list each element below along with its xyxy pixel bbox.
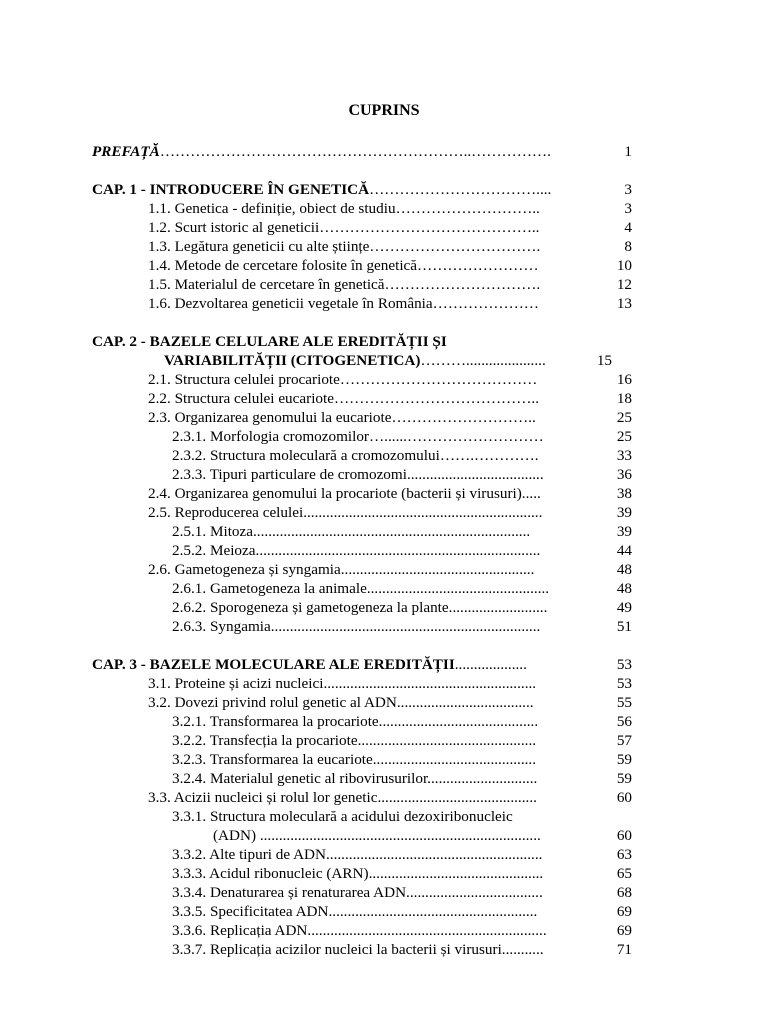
toc-entry-title: 3.3.1. Structura moleculară a acidului dezoxiribonucleic — [172, 808, 513, 825]
toc-entry-title: CAP. 3 - BAZELE MOLECULARE ALE EREDITĂȚII — [92, 656, 455, 673]
toc-entry — [148, 693, 632, 712]
toc-entry-title: 2.6.2. Sporogeneza și gametogeneza la plante — [172, 599, 449, 616]
toc-entry-leader: ............................. — [427, 770, 538, 787]
toc-entry — [172, 883, 632, 902]
toc-entry — [172, 541, 632, 560]
toc-entry-leader: …………………… — [417, 257, 539, 274]
toc-entry-leader: ............................................................... — [303, 504, 543, 521]
toc-entry-leader: .......................................... — [378, 713, 539, 730]
toc-entry-title: 3.3.2. Alte tipuri de ADN — [172, 846, 326, 863]
toc-entry-title: 1.2. Scurt istoric al geneticii — [148, 219, 320, 236]
toc-entry — [213, 826, 632, 845]
toc-entry-title: 3.2.2. Transfecția la procariote — [172, 732, 358, 749]
toc-entry-leader: ……………………………………………………..……………. — [159, 143, 551, 160]
toc-entry-leader: …………………………….... — [369, 181, 552, 198]
toc-entry — [172, 617, 632, 636]
toc-entry-page: 44 — [616, 542, 632, 559]
toc-entry-page: 71 — [616, 941, 632, 958]
toc-entry — [148, 389, 632, 408]
toc-entry-title: 3.2. Dovezi privind rolul genetic al ADN — [148, 694, 397, 711]
toc-entry-leader: ……………………….. — [395, 200, 540, 217]
toc-entry-page: 12 — [616, 276, 632, 293]
toc-entry-page: 57 — [616, 732, 632, 749]
toc-entry-title: 3.3. Acizii nucleici și rolul lor genetic — [148, 789, 378, 806]
toc-entry — [148, 484, 632, 503]
toc-entry-page: 18 — [616, 390, 632, 407]
toc-entry-title: 3.3.3. Acidul ribonucleic (ARN) — [172, 865, 369, 882]
toc-entry-page: 51 — [616, 618, 632, 635]
toc-entry-title: 1.5. Materialul de cercetare în genetică — [148, 276, 385, 293]
toc-entry-page: 48 — [616, 580, 632, 597]
toc-entry-page: 69 — [616, 922, 632, 939]
toc-entry-page: 4 — [624, 219, 632, 236]
toc-entry-title: 2.3.3. Tipuri particulare de cromozomi — [172, 466, 407, 483]
toc-entry-leader: ........... — [501, 941, 544, 958]
toc-entry-page: 69 — [616, 903, 632, 920]
toc-entry-leader: ....................................................................... — [270, 618, 541, 635]
toc-entry-leader: ......................................................... — [325, 846, 543, 863]
toc-entry — [92, 332, 632, 351]
toc-entry — [172, 845, 632, 864]
toc-entry — [172, 598, 632, 617]
toc-entry-leader: ................................................ — [366, 580, 550, 597]
toc-entry — [92, 180, 632, 199]
toc-entry-page: 10 — [616, 257, 632, 274]
toc-entry — [172, 446, 632, 465]
toc-entry-leader: …….…………. — [439, 447, 539, 464]
toc-entry — [172, 750, 632, 769]
toc-entry-leader: ................... — [454, 656, 527, 673]
toc-entry-leader: .................................... — [406, 466, 544, 483]
toc-entry-leader: .............................................. — [368, 865, 544, 882]
toc-entry-leader: .......................... — [448, 599, 548, 616]
toc-entry-page: 25 — [616, 428, 632, 445]
toc-entry — [172, 921, 632, 940]
toc-entry-page: 39 — [616, 504, 632, 521]
toc-entry — [172, 465, 632, 484]
toc-entry-page: 15 — [596, 352, 612, 369]
toc-entry — [172, 712, 632, 731]
toc-entry-page: 68 — [616, 884, 632, 901]
toc-entry-title: 2.5.2. Meioza — [172, 542, 256, 559]
toc-entry-page: 38 — [616, 485, 632, 502]
toc-entry-leader: ..... — [521, 485, 541, 502]
toc-entry-title: (ADN) — [213, 827, 257, 844]
toc-entry-title: 2.6. Gametogeneza și syngamia — [148, 561, 341, 578]
toc-entry-page: 56 — [616, 713, 632, 730]
toc-entry — [148, 256, 632, 275]
toc-entry-leader: ................................................... — [340, 561, 535, 578]
toc-entry-page: 53 — [616, 656, 632, 673]
toc-entry-page: 39 — [616, 523, 632, 540]
toc-entry-leader: ........................................................................... — [255, 542, 541, 559]
toc-entry — [92, 142, 632, 161]
toc-entry — [92, 655, 632, 674]
toc-entry — [172, 427, 632, 446]
toc-entry — [172, 579, 632, 598]
toc-entry-page: 59 — [616, 770, 632, 787]
toc-entry-leader: ........................................... — [372, 751, 537, 768]
toc-entry-title: CAP. 1 - INTRODUCERE ÎN GENETICĂ — [92, 181, 370, 198]
toc-entry-leader: ............................................................... — [307, 922, 547, 939]
toc-entry-leader: .......................................................................... — [256, 827, 541, 844]
toc-entry — [148, 408, 632, 427]
toc-entry-title: 2.3.1. Morfologia cromozomilor — [172, 428, 369, 445]
toc-entry-title: PREFAȚĂ — [92, 143, 160, 160]
toc-entry-page: 65 — [616, 865, 632, 882]
toc-entry-leader: .......................................... — [377, 789, 537, 806]
toc-entry — [172, 522, 632, 541]
toc-entry-title: 3.1. Proteine și acizi nucleici — [148, 675, 324, 692]
toc-entry-leader: ....................................................... — [328, 903, 538, 920]
toc-entry-page: 1 — [624, 143, 632, 160]
toc-entry-page: 16 — [616, 371, 632, 388]
toc-entry-page: 13 — [616, 295, 632, 312]
toc-entry — [148, 674, 632, 693]
toc-entry-page: 8 — [624, 238, 632, 255]
toc-entry-leader: …………………………………….. — [319, 219, 540, 236]
toc-entry-title: 3.3.7. Replicația acizilor nucleici la bacterii și virusuri — [172, 941, 502, 958]
toc-entry-title: 3.2.3. Transformarea la eucariote — [172, 751, 373, 768]
toc-entry-page: 36 — [616, 466, 632, 483]
toc-entry — [148, 218, 632, 237]
toc-entry — [148, 237, 632, 256]
toc-entry — [172, 940, 632, 959]
toc-entry-leader: ………………… — [432, 295, 539, 312]
toc-entry-title: 2.4. Organizarea genomului la procariote (bacterii și virusuri) — [148, 485, 522, 502]
toc-entry — [148, 788, 632, 807]
toc-entry — [172, 864, 632, 883]
toc-entry-title: 2.6.1. Gametogeneza la animale — [172, 580, 367, 597]
toc-entry — [172, 902, 632, 921]
toc-entry-title: 2.2. Structura celulei eucariote — [148, 390, 334, 407]
toc-entry-title: 3.3.5. Specificitatea ADN — [172, 903, 329, 920]
toc-entry — [172, 769, 632, 788]
toc-entry-page: 49 — [616, 599, 632, 616]
toc-entry-page: 33 — [616, 447, 632, 464]
toc-entry-title: 2.5. Reproducerea celulei — [148, 504, 304, 521]
toc-entry — [164, 351, 612, 370]
toc-entry-leader: …......……………………… — [368, 428, 544, 445]
toc-entry-leader: .................................... — [396, 694, 534, 711]
toc-entry-page: 55 — [616, 694, 632, 711]
toc-entry-page: 53 — [616, 675, 632, 692]
toc-entry-title: 1.3. Legătura geneticii cu alte științe — [148, 238, 370, 255]
toc-entry-title: 3.3.4. Denaturarea și renaturarea ADN — [172, 884, 407, 901]
toc-entry-title: CAP. 2 - BAZELE CELULARE ALE EREDITĂȚII ȘI — [92, 333, 447, 350]
toc-entry-title: 1.6. Dezvoltarea geneticii vegetale în România — [148, 295, 433, 312]
toc-entry-page: 59 — [616, 751, 632, 768]
toc-entry — [148, 503, 632, 522]
toc-entry-title: 2.5.1. Mitoza — [172, 523, 253, 540]
toc-entry-title: VARIABILITĂȚII (CITOGENETICA) — [164, 352, 421, 369]
toc-entry-title: 2.3. Organizarea genomului la eucariote — [148, 409, 392, 426]
toc-entry-leader: ……………………….. — [391, 409, 536, 426]
toc-entry-leader: ……………………………. — [369, 238, 541, 255]
toc-entry-page: 48 — [616, 561, 632, 578]
toc-entry-leader: ………..................... — [420, 352, 546, 369]
toc-entry-leader: ………………………………….. — [333, 390, 539, 407]
toc-entry-leader: ............................................... — [357, 732, 537, 749]
toc-entry-leader: .................................... — [406, 884, 543, 901]
toc-entry — [148, 370, 632, 389]
toc-entry-page: 60 — [616, 827, 632, 844]
toc-entry-title: 3.3.6. Replicația ADN — [172, 922, 308, 939]
toc-entry-title: 2.3.2. Structura moleculară a cromozomului — [172, 447, 440, 464]
toc-entry — [148, 560, 632, 579]
toc-entry-title: 2.1. Structura celulei procariote — [148, 371, 340, 388]
toc-entry-page: 25 — [616, 409, 632, 426]
page-title: CUPRINS — [348, 102, 420, 119]
toc-entry — [148, 294, 632, 313]
toc-entry-leader: ………………………………… — [339, 371, 538, 388]
toc-entry-title: 1.1. Genetica - definiție, obiect de studiu — [148, 200, 396, 217]
toc-entry-page: 3 — [624, 200, 632, 217]
toc-entry — [148, 275, 632, 294]
toc-entry — [172, 807, 632, 826]
toc-entry-leader: …………………………. — [384, 276, 541, 293]
toc-entry-title: 3.2.1. Transformarea la procariote — [172, 713, 379, 730]
toc-entry — [148, 199, 632, 218]
toc-entry-title: 3.2.4. Materialul genetic al ribovirusurilor — [172, 770, 428, 787]
toc-entry-page: 63 — [616, 846, 632, 863]
toc-entry — [172, 731, 632, 750]
toc-entry-page: 60 — [616, 789, 632, 806]
toc-entry-title: 1.4. Metode de cercetare folosite în genetică — [148, 257, 418, 274]
toc-entry-title: 2.6.3. Syngamia — [172, 618, 271, 635]
toc-entry-leader: ......................................................................... — [253, 523, 531, 540]
toc-entry-page: 3 — [624, 181, 632, 198]
toc-entry-leader: ........................................................ — [323, 675, 537, 692]
